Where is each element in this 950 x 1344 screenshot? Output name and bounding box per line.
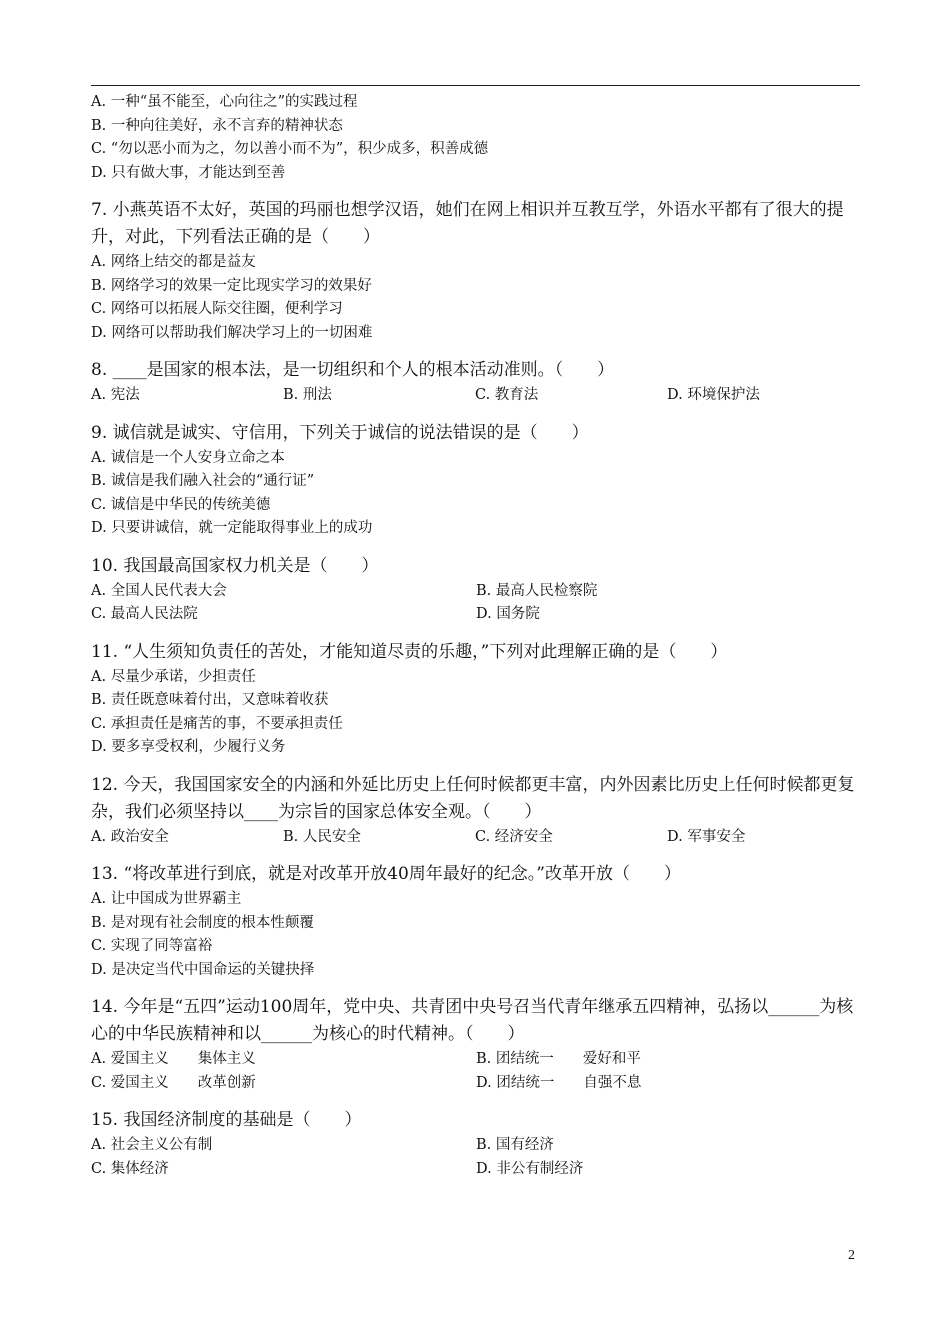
question-stem: 8. ____是国家的根本法，是一切组织和个人的根本活动准则。（ ） [91,360,615,380]
option: C. 网络可以拓展人际交往圈，便利学习 [91,301,343,317]
question-options [91,447,860,541]
option: C. 爱国主义 改革创新 [91,1074,256,1091]
question-options [91,384,860,408]
question-stem: 14. 今年是“五四”运动100周年，党中央、共青团中央号召当代青年继承五四精神，弘扬以______为核心的中华民族精神和以______为核心的时代精神。（ ） [91,997,854,1044]
question-9 [91,420,860,541]
q6-options [91,91,860,185]
exam-page [91,85,860,1181]
option: A. 诚信是一个人安身立命之本 [91,449,285,466]
option: C. 诚信是中华民的传统美德 [91,496,271,513]
option: D. 环境保护法 [667,387,760,403]
option: B. 责任既意味着付出，又意味着收获 [91,692,329,708]
question-options [91,1134,860,1181]
question-7 [91,197,860,345]
question-11 [91,639,860,760]
option: D. 只要讲诚信，就一定能取得事业上的成功 [91,520,373,536]
question-options [91,580,860,627]
option: A. 社会主义公有制 [91,1137,213,1153]
option: C. “勿以恶小而为之，勿以善小而不为”，积少成多，积善成德 [91,141,489,157]
option: C. 集体经济 [91,1160,169,1177]
option: D. 要多享受权利，少履行义务 [91,739,286,755]
option: B. 最高人民检察院 [476,582,598,599]
option: D. 非公有制经济 [476,1160,584,1177]
option: D. 团结统一 自强不息 [476,1074,642,1091]
option: A. 网络上结交的都是益友 [91,254,256,270]
question-stem: 13. “将改革进行到底，就是对改革开放40周年最好的纪念。”改革开放（ ） [91,864,681,884]
option: A. 全国人民代表大会 [91,582,227,599]
question-stem: 11. “人生须知负责任的苦处，才能知道尽责的乐趣，”下列对此理解正确的是（ ） [91,641,728,662]
option: C. 经济安全 [475,828,553,845]
option: C. 承担责任是痛苦的事，不要承担责任 [91,715,343,732]
option: A. 让中国成为世界霸主 [91,891,242,907]
question-12 [91,772,860,850]
question-stem: 15. 我国经济制度的基础是（ ） [91,1110,362,1130]
question-options [91,1048,860,1095]
question-options [91,888,860,982]
option: B. 团结统一 爱好和平 [476,1051,641,1067]
question-14 [91,994,860,1095]
option: D. 是决定当代中国命运的关键抉择 [91,961,315,978]
question-stem: 12. 今天，我国国家安全的内涵和外延比历史上任何时候都更丰富，内外因素比历史上任何时候都更复杂，我们必须坚持以____为宗旨的国家总体安全观。（ ） [91,774,855,822]
question-options [91,826,860,850]
question-10 [91,553,860,627]
option: B. 国有经济 [476,1137,554,1153]
option: D. 军事安全 [667,828,746,845]
option: C. 实现了同等富裕 [91,938,213,954]
question-15 [91,1107,860,1181]
option: A. 爱国主义 集体主义 [91,1051,256,1067]
option: B. 人民安全 [283,828,361,845]
option: D. 国务院 [476,606,540,622]
option: D. 网络可以帮助我们解决学习上的一切困难 [91,324,373,341]
option: C. 最高人民法院 [91,606,198,622]
option: B. 一种向往美好，永不言弃的精神状态 [91,117,343,134]
question-options [91,666,860,760]
question-8 [91,357,860,408]
option: A. 政治安全 [91,828,169,845]
option: D. 只有做大事，才能达到至善 [91,164,286,181]
question-13 [91,861,860,982]
option: B. 刑法 [283,387,332,403]
question-stem: 10. 我国最高国家权力机关是（ ） [91,555,379,576]
option: A. 一种“虽不能至，心向往之”的实践过程 [91,94,358,110]
header-rule [91,85,860,86]
option: B. 是对现有社会制度的根本性颠覆 [91,914,314,931]
option: A. 宪法 [91,387,140,403]
question-options [91,251,860,345]
option: A. 尽量少承诺，少担责任 [91,668,256,685]
question-stem: 9. 诚信就是诚实、守信用，下列关于诚信的说法错误的是（ ） [91,422,589,443]
option: B. 诚信是我们融入社会的“通行证” [91,473,315,489]
option: B. 网络学习的效果一定比现实学习的效果好 [91,277,372,294]
question-stem: 7. 小燕英语不太好，英国的玛丽也想学汉语，她们在网上相识并互教互学，外语水平都有了很大的提升，对此，下列看法正确的是（ ） [91,200,844,247]
page-number: 2 [848,1248,855,1263]
option: C. 教育法 [475,387,539,403]
